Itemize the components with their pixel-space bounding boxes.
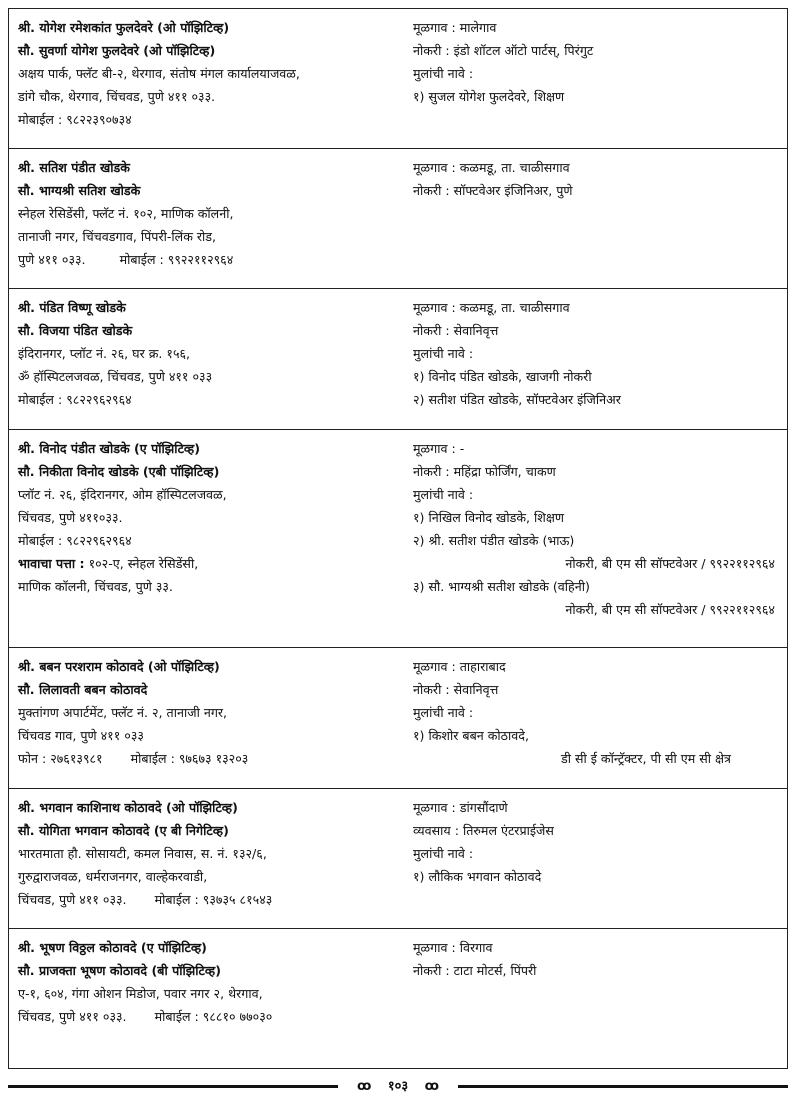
page-number (8, 1076, 788, 1094)
address-line: चिंचवड गाव, पुणे ४११ ०३३ (18, 728, 144, 743)
occupation: नोकरी : इंडो शॉटल ऑटो पार्टस्, पिरंगुट (413, 43, 594, 58)
family-entry (9, 289, 787, 430)
wife-name: सौ. प्राजक्ता भूषण कोठावदे (बी पॉझिटिव्ह) (18, 963, 221, 978)
wife-name: सौ. योगिता भगवान कोठावदे (ए बी निगेटिव्ह) (18, 823, 229, 838)
occupation: नोकरी : सॉफ्टवेअर इंजिनिअर, पुणे (413, 183, 573, 198)
child-item: १) सुजल योगेश फुलदेवरे, शिक्षण (413, 89, 565, 104)
child-item: १) विनोद पंडित खोडके, खाजगी नोकरी (413, 369, 592, 384)
family-entry (9, 430, 787, 648)
husband-name: श्री. भूषण विठ्ठल कोठावदे (ए पॉझिटिव्ह) (18, 940, 207, 955)
husband-name: श्री. भगवान काशिनाथ कोठावदे (ओ पॉझिटिव्ह) (18, 800, 238, 815)
husband-name: श्री. सतिश पंडीत खोडके (18, 160, 130, 175)
native-place: मूळगाव : कळमडू, ता. चाळीसगाव (413, 160, 570, 175)
child-item: २) श्री. सतीश पंडीत खोडके (भाऊ) (413, 533, 575, 548)
child-occupation: नोकरी, बी एम सी सॉफ्टवेअर / ९९२२११२९६४ (565, 602, 775, 617)
brother-address (18, 552, 403, 575)
page-number-value: १०३ (382, 1079, 414, 1094)
husband-name: श्री. बबन परशराम कोठावदे (ओ पॉझिटिव्ह) (18, 659, 220, 674)
directory-page (8, 8, 788, 1069)
native-place: मूळगाव : मालेगाव (413, 20, 497, 35)
brother-address-line: १०२-ए, स्नेहल रेसिडेंसी, (88, 556, 199, 571)
city-pin: पुणे ४११ ०३३. (18, 252, 86, 267)
address-line: भारतमाता हौ. सोसायटी, कमल निवास, स. नं. १३२/६, (18, 846, 267, 861)
child-item: १) लौकिक भगवान कोठावदे (413, 869, 542, 884)
child-item: १) निखिल विनोद खोडके, शिक्षण (413, 510, 564, 525)
details-column (413, 936, 783, 982)
mobile-number: मोबाईल : ९८२२९६२९६४ (18, 533, 132, 548)
mobile-number: मोबाईल : ९८२२९६२९६४ (18, 392, 132, 407)
address-line: मुक्तांगण अपार्टमेंट, फ्लॅट नं. २, तानाजी नगर, (18, 705, 228, 720)
address-line: ॐ हॉस्पिटलजवळ, चिंचवड, पुणे ४११ ०३३ (18, 369, 213, 384)
children-heading: मुलांची नावे : (413, 66, 474, 81)
wife-name: सौ. भाग्यश्री सतिश खोडके (18, 183, 141, 198)
occupation: नोकरी : महिंद्रा फोर्जिंग, चाकण (413, 464, 556, 479)
child-occupation: नोकरी, बी एम सी सॉफ्टवेअर / ९९२२११२९६४ (565, 556, 775, 571)
address-line (18, 888, 403, 911)
address-line: चिंचवड, पुणे ४११०३३. (18, 510, 123, 525)
address-column (18, 936, 403, 1028)
details-column (413, 437, 783, 621)
wife-name: सौ. सुवर्णा योगेश फुलदेवरे (ओ पॉझिटिव्ह) (18, 43, 216, 58)
address-line (18, 248, 403, 271)
brother-address-label: भावाचा पत्ता : (18, 556, 85, 571)
address-line: ए-१, ६०४, गंगा ओशन मिडोज, पवार नगर २, थेरगाव, (18, 986, 263, 1001)
native-place: मूळगाव : विरगाव (413, 940, 493, 955)
family-entry (9, 789, 787, 929)
address-line: स्नेहल रेसिडेंसी, फ्लॅट नं. १०२, माणिक कॉलनी, (18, 206, 234, 221)
details-column (413, 16, 783, 108)
family-entry (9, 648, 787, 789)
details-column (413, 296, 783, 411)
child-occupation: डी सी ई कॉन्ट्रॅक्टर, पी सी एम सी क्षेत्र (560, 751, 731, 766)
ornament-right-icon: ꝏ (419, 1079, 445, 1094)
business: व्यवसाय : तिरुमल एंटरप्राईजेस (413, 823, 554, 838)
mobile-number: मोबाईल : ९८२२३९०७३४ (18, 112, 132, 127)
address-line: तानाजी नगर, चिंचवडगाव, पिंपरी-लिंक रोड, (18, 229, 217, 244)
child-item: २) सतीश पंडित खोडके, सॉफ्टवेअर इंजिनिअर (413, 392, 621, 407)
native-place: मूळगाव : कळमडू, ता. चाळीसगाव (413, 300, 570, 315)
family-entry (9, 149, 787, 289)
native-place: मूळगाव : - (413, 441, 465, 456)
children-heading: मुलांची नावे : (413, 346, 474, 361)
address-column (18, 437, 403, 598)
husband-name: श्री. पंडित विष्णू खोडके (18, 300, 126, 315)
mobile-number: मोबाईल : ९९२२११२९६४ (119, 252, 234, 267)
child-item: ३) सौ. भाग्यश्री सतीश खोडके (वहिनी) (413, 579, 590, 594)
page-footer (8, 1074, 788, 1098)
ornament-left-icon: ꝏ (351, 1079, 377, 1094)
address-column (18, 296, 403, 411)
address-column (18, 156, 403, 271)
phone-line (18, 747, 403, 770)
address-line: अक्षय पार्क, फ्लॅट बी-२, थेरगाव, संतोष मंगल कार्यालयाजवळ, (18, 66, 300, 81)
native-place: मूळगाव : ताहाराबाद (413, 659, 506, 674)
wife-name: सौ. निकीता विनोद खोडके (एबी पॉझिटिव्ह) (18, 464, 220, 479)
address-line: इंदिरानगर, प्लॉट नं. २६, घर क्र. १५६, (18, 346, 191, 361)
wife-name: सौ. विजया पंडित खोडके (18, 323, 133, 338)
husband-name: श्री. योगेश रमेशकांत फुलदेवरे (ओ पॉझिटिव्ह) (18, 20, 230, 35)
city-pin: चिंचवड, पुणे ४११ ०३३. (18, 892, 127, 907)
occupation: नोकरी : सेवानिवृत्त (413, 323, 499, 338)
details-column (413, 796, 783, 888)
wife-name: सौ. लिलावती बबन कोठावदे (18, 682, 148, 697)
mobile-number: मोबाईल : ९८८१० ७७०३० (154, 1009, 273, 1024)
children-heading: मुलांची नावे : (413, 846, 474, 861)
children-heading: मुलांची नावे : (413, 705, 474, 720)
occupation: नोकरी : सेवानिवृत्त (413, 682, 499, 697)
mobile-number: मोबाईल : ९७६७३ १३२०३ (130, 751, 249, 766)
address-line: डांगे चौक, थेरगाव, चिंचवड, पुणे ४११ ०३३. (18, 89, 216, 104)
phone-number: फोन : २७६१३९८१ (18, 751, 103, 766)
address-column (18, 796, 403, 911)
address-line: गुरुद्वाराजवळ, धर्मराजनगर, वाल्हेकरवाडी, (18, 869, 208, 884)
mobile-number: मोबाईल : ९३७३५ ८१५४३ (154, 892, 273, 907)
address-column (18, 16, 403, 131)
native-place: मूळगाव : डांगसौंदाणे (413, 800, 508, 815)
city-pin: चिंचवड, पुणे ४११ ०३३. (18, 1009, 127, 1024)
address-line: प्लॉट नं. २६, इंदिरानगर, ओम हॉस्पिटलजवळ, (18, 487, 227, 502)
details-column (413, 655, 783, 770)
address-column (18, 655, 403, 770)
family-entry (9, 929, 787, 1067)
brother-address-line: माणिक कॉलनी, चिंचवड, पुणे ३३. (18, 579, 173, 594)
husband-name: श्री. विनोद पंडीत खोडके (ए पॉझिटिव्ह) (18, 441, 200, 456)
children-heading: मुलांची नावे : (413, 487, 474, 502)
address-line (18, 1005, 403, 1028)
details-column (413, 156, 783, 202)
occupation: नोकरी : टाटा मोटर्स, पिंपरी (413, 963, 537, 978)
family-entry (9, 9, 787, 149)
child-item: १) किशोर बबन कोठावदे, (413, 728, 529, 743)
